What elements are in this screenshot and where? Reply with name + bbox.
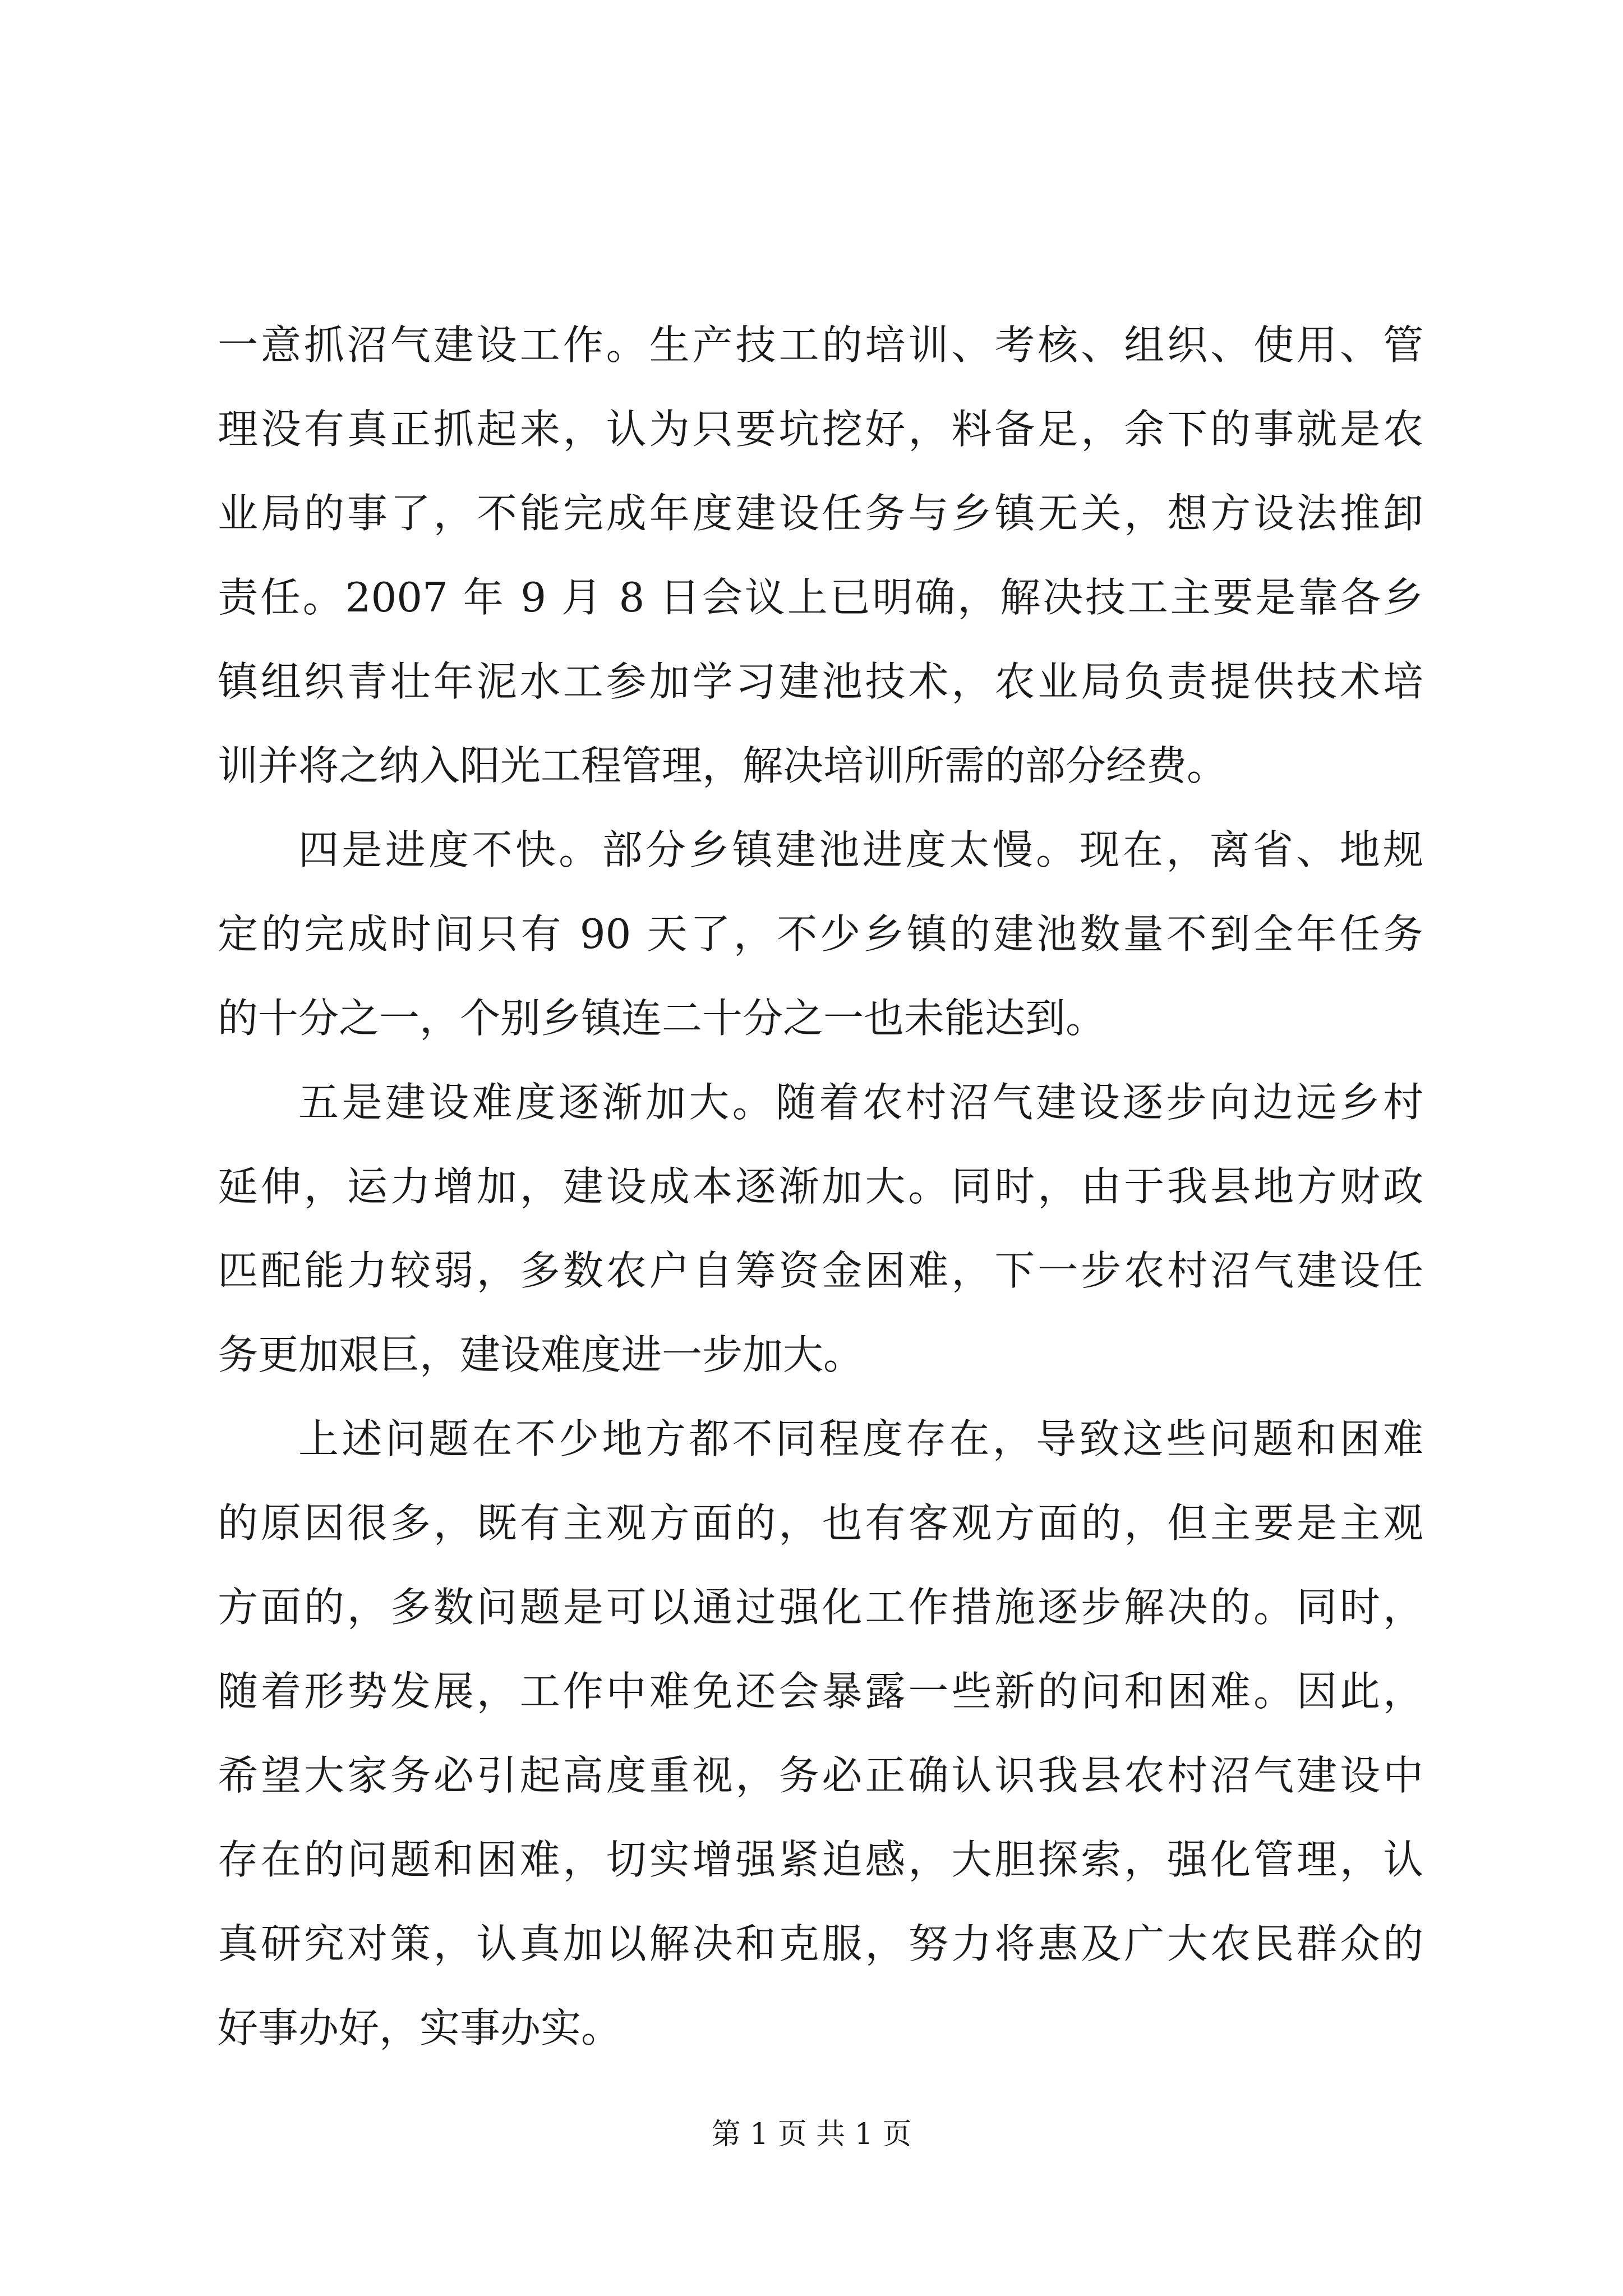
text-line: 随着形势发展，工作中难免还会暴露一些新的问和困难。因此， bbox=[218, 1668, 1423, 1715]
text-line: 方面的，多数问题是可以通过强化工作措施逐步解决的。同时， bbox=[218, 1584, 1423, 1631]
text-line: 真研究对策，认真加以解决和克服，努力将惠及广大农民群众的 bbox=[218, 1920, 1423, 1967]
text-line: 一意抓沼气建设工作。生产技工的培训、考核、组织、使用、管 bbox=[218, 321, 1423, 369]
page-footer: 第 1 页 共 1 页 bbox=[711, 2118, 912, 2151]
text-line: 的十分之一，个别乡镇连二十分之一也未能达到。 bbox=[218, 995, 1106, 1042]
text-line: 五是建设难度逐渐加大。随着农村沼气建设逐步向边远乡村 bbox=[298, 1079, 1423, 1126]
text-line: 匹配能力较弱，多数农户自筹资金困难，下一步农村沼气建设任 bbox=[218, 1247, 1423, 1294]
text-line: 镇组织青壮年泥水工参加学习建池技术，农业局负责提供技术培 bbox=[218, 658, 1423, 705]
text-line: 务更加艰巨，建设难度进一步加大。 bbox=[218, 1331, 864, 1378]
text-line: 上述问题在不少地方都不同程度存在，导致这些问题和困难 bbox=[298, 1415, 1423, 1462]
text-line: 好事办好，实事办实。 bbox=[218, 2004, 622, 2051]
text-line: 定的完成时间只有 90 天了，不少乡镇的建池数量不到全年任务 bbox=[218, 910, 1423, 958]
document-body bbox=[218, 303, 1423, 2070]
text-line: 希望大家务必引起高度重视，务必正确认识我县农村沼气建设中 bbox=[218, 1752, 1423, 1799]
text-line: 的原因很多，既有主观方面的，也有客观方面的，但主要是主观 bbox=[218, 1499, 1423, 1547]
text-line: 责任。2007 年 9 月 8 日会议上已明确，解决技工主要是靠各乡 bbox=[218, 574, 1423, 621]
text-line: 四是进度不快。部分乡镇建池进度太慢。现在，离省、地规 bbox=[298, 826, 1423, 873]
text-line: 理没有真正抓起来，认为只要坑挖好，料备足，余下的事就是农 bbox=[218, 406, 1423, 453]
text-line: 训并将之纳入阳光工程管理，解决培训所需的部分经费。 bbox=[218, 742, 1228, 789]
text-line: 延伸，运力增加，建设成本逐渐加大。同时，由于我县地方财政 bbox=[218, 1163, 1423, 1210]
text-line: 业局的事了，不能完成年度建设任务与乡镇无关，想方设法推卸 bbox=[218, 490, 1423, 537]
text-line: 存在的问题和困难，切实增强紧迫感，大胆探索，强化管理，认 bbox=[218, 1836, 1423, 1883]
